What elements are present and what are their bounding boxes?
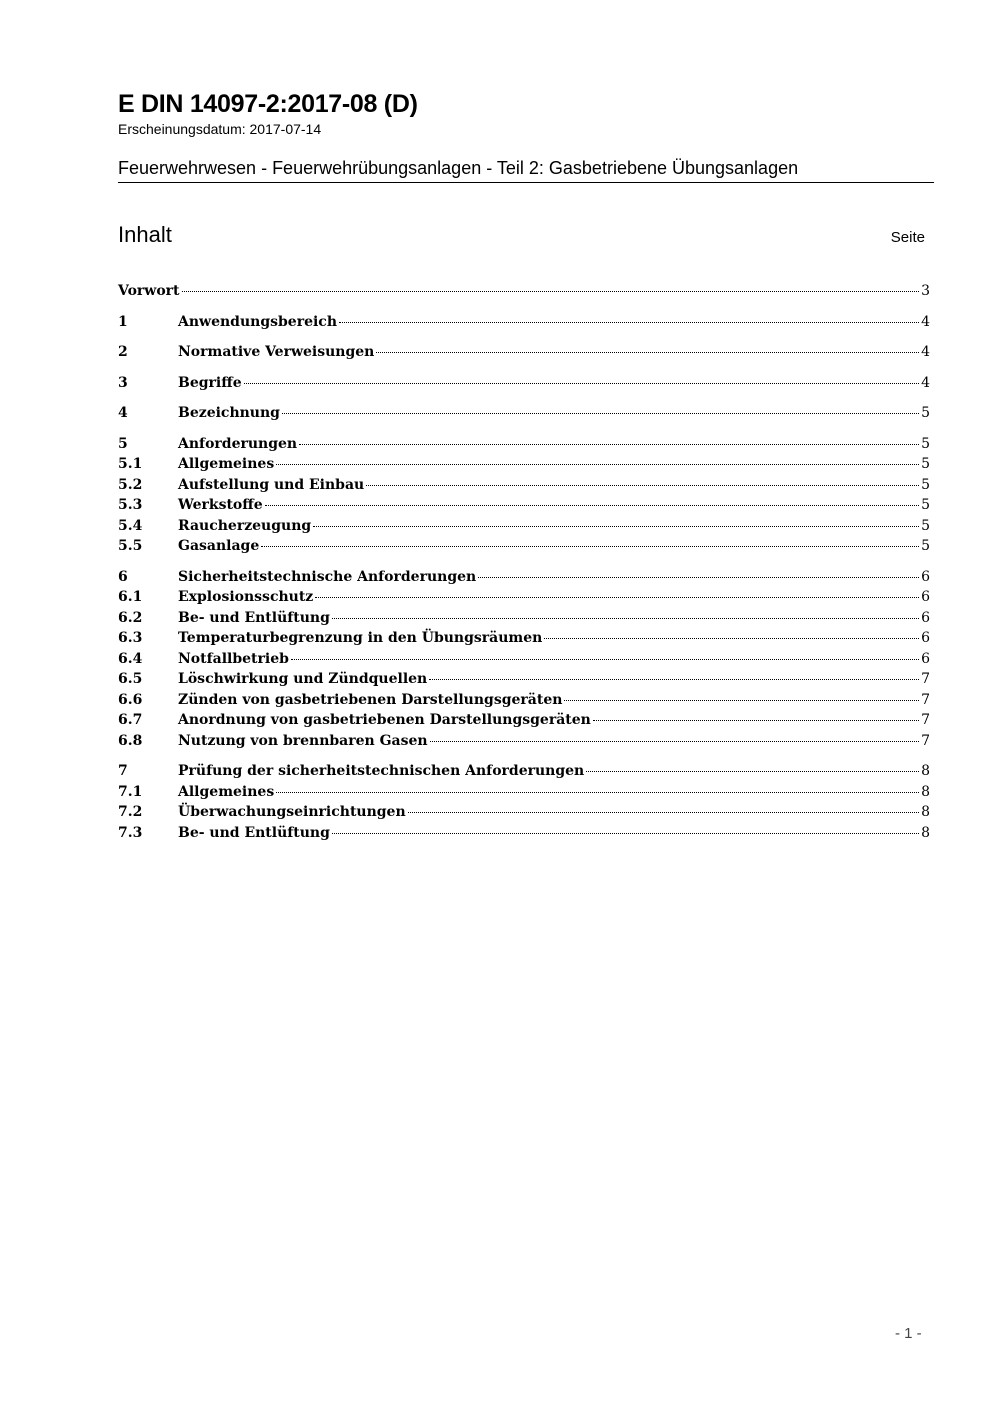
toc-entry[interactable] [118,690,930,711]
toc-entry-number: 6.4 [118,650,143,667]
toc-entry-number: 7.1 [118,783,143,800]
dot-leader [261,546,919,547]
toc-entry-title: Raucherzeugung [178,517,312,534]
toc-entry-page: 8 [921,804,930,820]
dot-leader [586,771,919,772]
toc-entry-title: Aufstellung und Einbau [178,476,365,493]
toc-entry-title: Temperaturbegrenzung in den Übungsräumen [178,630,543,646]
dot-leader [182,291,920,292]
toc-entry-title: Sicherheitstechnische Anforderungen [178,568,477,585]
toc-entry-title: Vorwort [118,283,180,299]
toc-entry-page: 8 [921,763,930,779]
page-column-label: Seite [890,229,925,246]
toc-entry[interactable] [118,782,930,803]
toc-entry[interactable] [118,536,930,557]
toc-entry-page: 4 [921,344,930,360]
toc-entry-number: 5.4 [118,517,143,534]
toc-entry[interactable] [118,342,930,363]
toc-entry-page: 6 [921,609,930,626]
toc-entry-page: 6 [921,568,930,585]
toc-entry-page: 5 [921,476,930,493]
toc-entry-title: Allgemeines [178,783,275,800]
document-title: Feuerwehrwesen - Feuerwehrübungsanlagen - Teil 2: Gasbetriebene Übungsanlagen [118,158,934,183]
toc-entry-number: 3 [118,374,128,391]
toc-entry-number: 7.2 [118,804,143,820]
dot-leader [478,577,919,578]
document-id: E DIN 14097-2:2017-08 (D) [118,90,418,118]
toc-entry-title: Allgemeines [178,456,275,472]
publication-date: Erscheinungsdatum: 2017-07-14 [118,121,322,137]
toc-entry-title: Be- und Entlüftung [178,824,330,841]
toc-entry-page: 5 [921,538,930,554]
toc-entry-page: 3 [921,283,930,299]
toc-entry-number: 2 [118,344,128,360]
toc-entry-page: 7 [921,712,930,728]
dot-leader [244,383,919,384]
toc-entry-number: 6.6 [118,691,143,708]
toc-entry-number: 7 [118,763,128,779]
toc-entry[interactable] [118,669,930,690]
toc-entry[interactable] [118,312,930,333]
toc-entry[interactable] [118,454,930,475]
dot-leader [276,464,919,465]
toc-entry[interactable] [118,516,930,537]
toc-entry-number: 5 [118,435,128,452]
dot-leader [366,485,919,486]
toc-entry-number: 6.5 [118,671,143,687]
toc-entry-number: 6.3 [118,630,143,646]
dot-leader [291,659,919,660]
toc-entry-number: 7.3 [118,824,143,841]
dot-leader [315,597,919,598]
toc-entry-number: 6 [118,568,128,585]
toc-entry-title: Notfallbetrieb [178,650,289,667]
toc-entry[interactable] [118,587,930,608]
toc-entry-number: 5.1 [118,456,143,472]
toc-entry-page: 8 [921,783,930,800]
toc-entry-title: Explosionsschutz [178,589,314,605]
toc-entry[interactable] [118,495,930,516]
toc-entry-number: 5.2 [118,476,143,493]
toc-entry-title: Anforderungen [178,435,298,452]
toc-entry-title: Anwendungsbereich [178,313,337,330]
toc-entry-title: Begriffe [178,374,242,391]
toc-entry[interactable] [118,731,930,752]
toc-entry-page: 5 [921,435,930,452]
toc-entry[interactable] [118,649,930,670]
toc-entry-page: 5 [921,497,930,513]
toc-entry-page: 7 [921,732,930,749]
toc-entry-page: 6 [921,589,930,605]
toc-entry-page: 6 [921,650,930,667]
dot-leader [408,812,919,813]
dot-leader [544,638,919,639]
dot-leader [332,833,919,834]
toc-entry-page: 8 [921,824,930,841]
dot-leader [564,700,919,701]
toc-entry[interactable] [118,823,930,844]
toc-entry-title: Zünden von gasbetriebenen Darstellungsgeräten [178,691,563,708]
toc-entry[interactable] [118,761,930,782]
toc-entry[interactable] [118,608,930,629]
toc-entry-page: 5 [921,456,930,472]
dot-leader [276,792,919,793]
toc-entry-page: 5 [921,517,930,534]
toc-entry-title: Gasanlage [178,538,260,554]
toc-entry-title: Prüfung der sicherheitstechnischen Anforderungen [178,763,585,779]
toc-entry[interactable] [118,802,930,823]
toc-entry-title: Anordnung von gasbetriebenen Darstellungsgeräten [178,712,591,728]
table-of-contents [118,281,930,843]
toc-entry-number: 6.8 [118,732,143,749]
dot-leader [376,352,919,353]
toc-entry[interactable] [118,281,930,302]
toc-entry-number: 6.7 [118,712,143,728]
toc-entry-number: 1 [118,313,128,330]
toc-entry-page: 5 [921,405,930,421]
toc-entry-number: 6.1 [118,589,143,605]
toc-entry-title: Überwachungseinrichtungen [178,804,406,820]
toc-entry-number: 5.3 [118,497,143,513]
dot-leader [430,741,920,742]
toc-entry-number: 6.2 [118,609,143,626]
dot-leader [282,413,919,414]
toc-entry-title: Be- und Entlüftung [178,609,330,626]
toc-entry-page: 4 [921,374,930,391]
toc-entry-title: Werkstoffe [178,497,263,513]
dot-leader [429,679,919,680]
dot-leader [332,618,919,619]
toc-entry-title: Bezeichnung [178,405,280,421]
dot-leader [313,526,919,527]
dot-leader [299,444,919,445]
toc-entry[interactable] [118,403,930,424]
dot-leader [593,720,919,721]
toc-entry-page: 6 [921,630,930,646]
dot-leader [265,505,919,506]
dot-leader [339,322,919,323]
toc-entry-title: Nutzung von brennbaren Gasen [178,732,428,749]
toc-entry-title: Normative Verweisungen [178,344,375,360]
toc-entry[interactable] [118,628,930,649]
toc-entry-page: 7 [921,671,930,687]
toc-entry[interactable] [118,567,930,588]
toc-heading: Inhalt [118,222,172,247]
toc-entry[interactable] [118,373,930,394]
page-number: - 1 - [895,1325,922,1342]
toc-entry[interactable] [118,434,930,455]
toc-entry-page: 4 [921,313,930,330]
toc-entry[interactable] [118,475,930,496]
toc-entry[interactable] [118,710,930,731]
toc-entry-number: 4 [118,405,128,421]
toc-entry-page: 7 [921,691,930,708]
toc-entry-number: 5.5 [118,538,143,554]
toc-entry-title: Löschwirkung und Zündquellen [178,671,428,687]
